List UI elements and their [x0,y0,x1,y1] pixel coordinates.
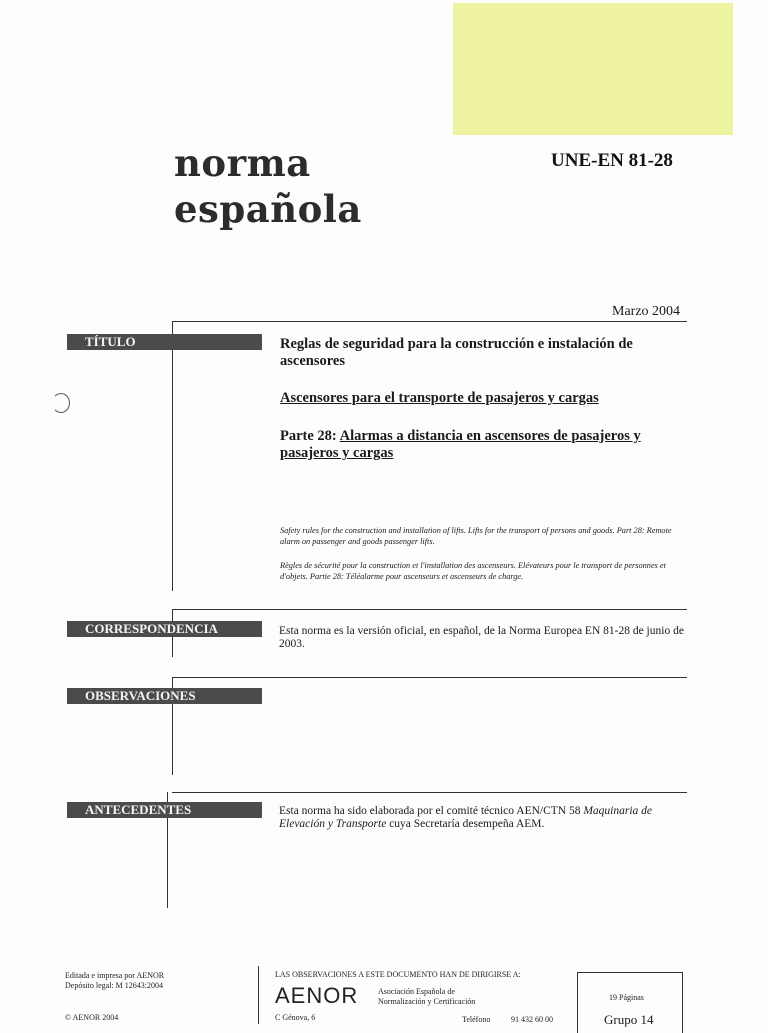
aenor-name [378,987,475,1007]
correspondencia-text: Esta norma es la versión oficial, en español, de la Norma Europea EN 81-28 de junio de 2003. [279,625,684,650]
copyright: © AENOR 2004 [65,1013,119,1022]
footer-rule [258,966,259,1024]
title-main: Reglas de seguridad para la construcción e instalación de ascensores [280,336,633,369]
brand-line-1: norma [174,141,311,185]
antecedentes-text [279,805,687,831]
antecedentes-text-2: cuya Secretaría desempeña AEM. [386,818,545,830]
part-prefix: Parte 28: [280,428,337,444]
publisher-line-2: Depósito legal: M 12643:2004 [65,981,163,990]
label-antecedentes: ANTECEDENTES [67,802,262,818]
sticky-note [453,3,733,135]
antecedentes-committee: Maquinaria de Elevación y Transporte [279,805,653,830]
phone-number: 91 432 60 00 [511,1015,553,1024]
page-count: 19 Páginas [609,993,644,1002]
part-title: Alarmas a distancia en ascensores de pasajeros y pasajeros y cargas [280,428,641,461]
section-divider [172,677,687,678]
publication-date: Marzo 2004 [612,304,681,319]
aenor-name-line-2: Normalización y Certificación [378,997,476,1006]
title-part [280,428,692,462]
english-title: Safety rules for the construction and installation of lifts. Lifts for the transport of persons and goods. Part 28: Remote alarm on passenger and goods passenger lifts. [280,526,672,546]
label-titulo: TÍTULO [67,334,262,350]
observations-note: LAS OBSERVACIONES A ESTE DOCUMENTO HAN DE DIRIGIRSE A: [275,970,521,979]
section-divider [172,321,687,322]
section-divider [172,609,687,610]
section-rule [172,321,173,591]
aenor-name-line-1: Asociación Española de [378,987,455,996]
address: C Génova, 6 [275,1013,316,1022]
price-group: Grupo 14 [604,1012,654,1027]
title-sub [280,390,599,407]
label-correspondencia: CORRESPONDENCIA [67,621,262,637]
section-divider [172,792,687,793]
label-observaciones: OBSERVACIONES [67,688,262,704]
publisher-info [65,971,164,991]
aenor-logo: AENOR [275,983,359,1008]
standard-code: UNE-EN 81-28 [551,150,673,171]
publisher-line-1: Editada e impresa por AENOR [65,971,165,980]
phone-label: Teléfono [462,1015,491,1024]
antecedentes-text-1: Esta norma ha sido elaborada por el comité técnico AEN/CTN 58 [279,805,584,817]
brand-line-2: española [174,187,362,231]
title-sub-text: Ascensores para el transporte de pasajeros y cargas [280,390,599,406]
french-title: Règles de sécurité pour la construction et l'installation des ascenseurs. Elévateurs pour le transport de personnes et d'objets. Partie 28: Téléalarme pour ascenseurs et ascenseurs de charge. [280,561,666,581]
punch-hole-mark [52,393,70,413]
brand-title [174,140,362,232]
